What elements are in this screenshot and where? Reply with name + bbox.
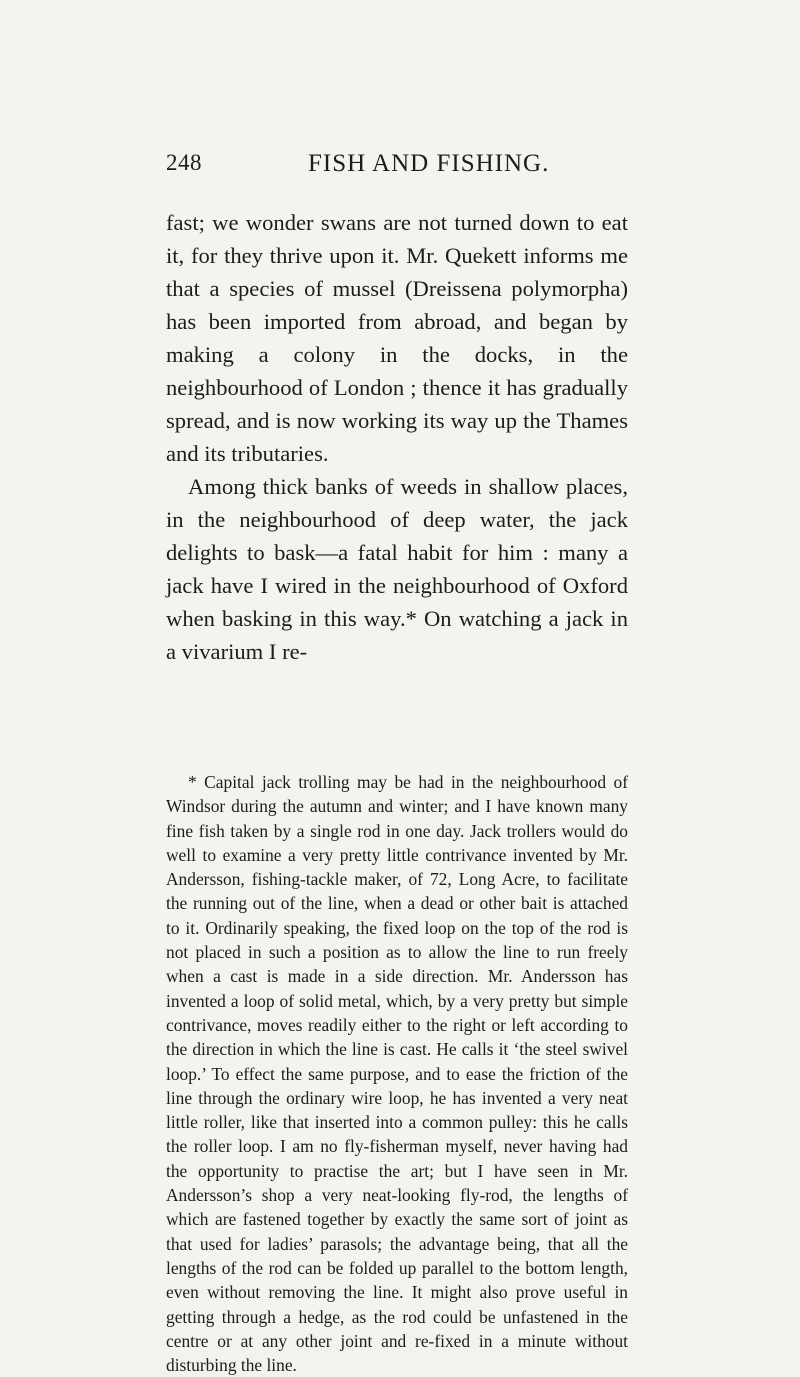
running-head [166, 150, 626, 184]
page-number: 248 [166, 150, 202, 175]
page-title: FISH AND FISHING. [308, 150, 550, 177]
main-text [166, 206, 628, 668]
footnote: * Capital jack trolling may be had in the neighbourhood of Windsor during the autumn and winter; and I have known many fine fish taken by a single rod in one day. Jack trollers would do well to examine a very pretty little contrivance invented by Mr. Andersson, fishing-tackle maker, of 72, Long Acre, to facilitate the running out of the line, when a dead or other bait is attached to it. Ordinarily speaking, the fixed loop on the top of the rod is not placed in such a position as to allow the line to run freely when a cast is made in a side direction. Mr. Andersson has invented a loop of solid metal, which, by a very pretty but simple contrivance, moves readily either to the right or left according to the direction in which the line is cast. He calls it ‘the steel swivel loop.’ To effect the same purpose, and to ease the friction of the line through the ordinary wire loop, he has invented a very neat little roller, like that inserted into a common pulley: this he calls the roller loop. I am no fly-fisherman myself, never having had the opportunity to practise the art; but I have seen in Mr. Andersson’s shop a very neat-looking fly-rod, the lengths of which are fastened together by exactly the same sort of joint as that used for ladies’ parasols; the advantage being, that all the lengths of the rod can be folded up parallel to the bottom length, even without removing the line. It might also prove useful in getting through a hedge, as the rod could be unfastened in the centre or at any other joint and re-fixed in a minute without disturbing the line. [166, 772, 628, 1376]
paragraph: fast; we wonder swans are not turned down to eat it, for they thrive upon it. Mr. Quekett informs me that a species of mussel (Dreissena polymorpha) has been imported from abroad, and began by making a colony in the docks, in the neighbourhood of London ; thence it has gradually spread, and is now working its way up the Thames and its tributaries. [166, 210, 628, 466]
paragraph: Among thick banks of weeds in shallow places, in the neighbourhood of deep water, the jack delights to bask—a fatal habit for him : many a jack have I wired in the neighbourhood of Oxford when basking in this way.* On watching a jack in a vivarium I re- [166, 474, 628, 664]
